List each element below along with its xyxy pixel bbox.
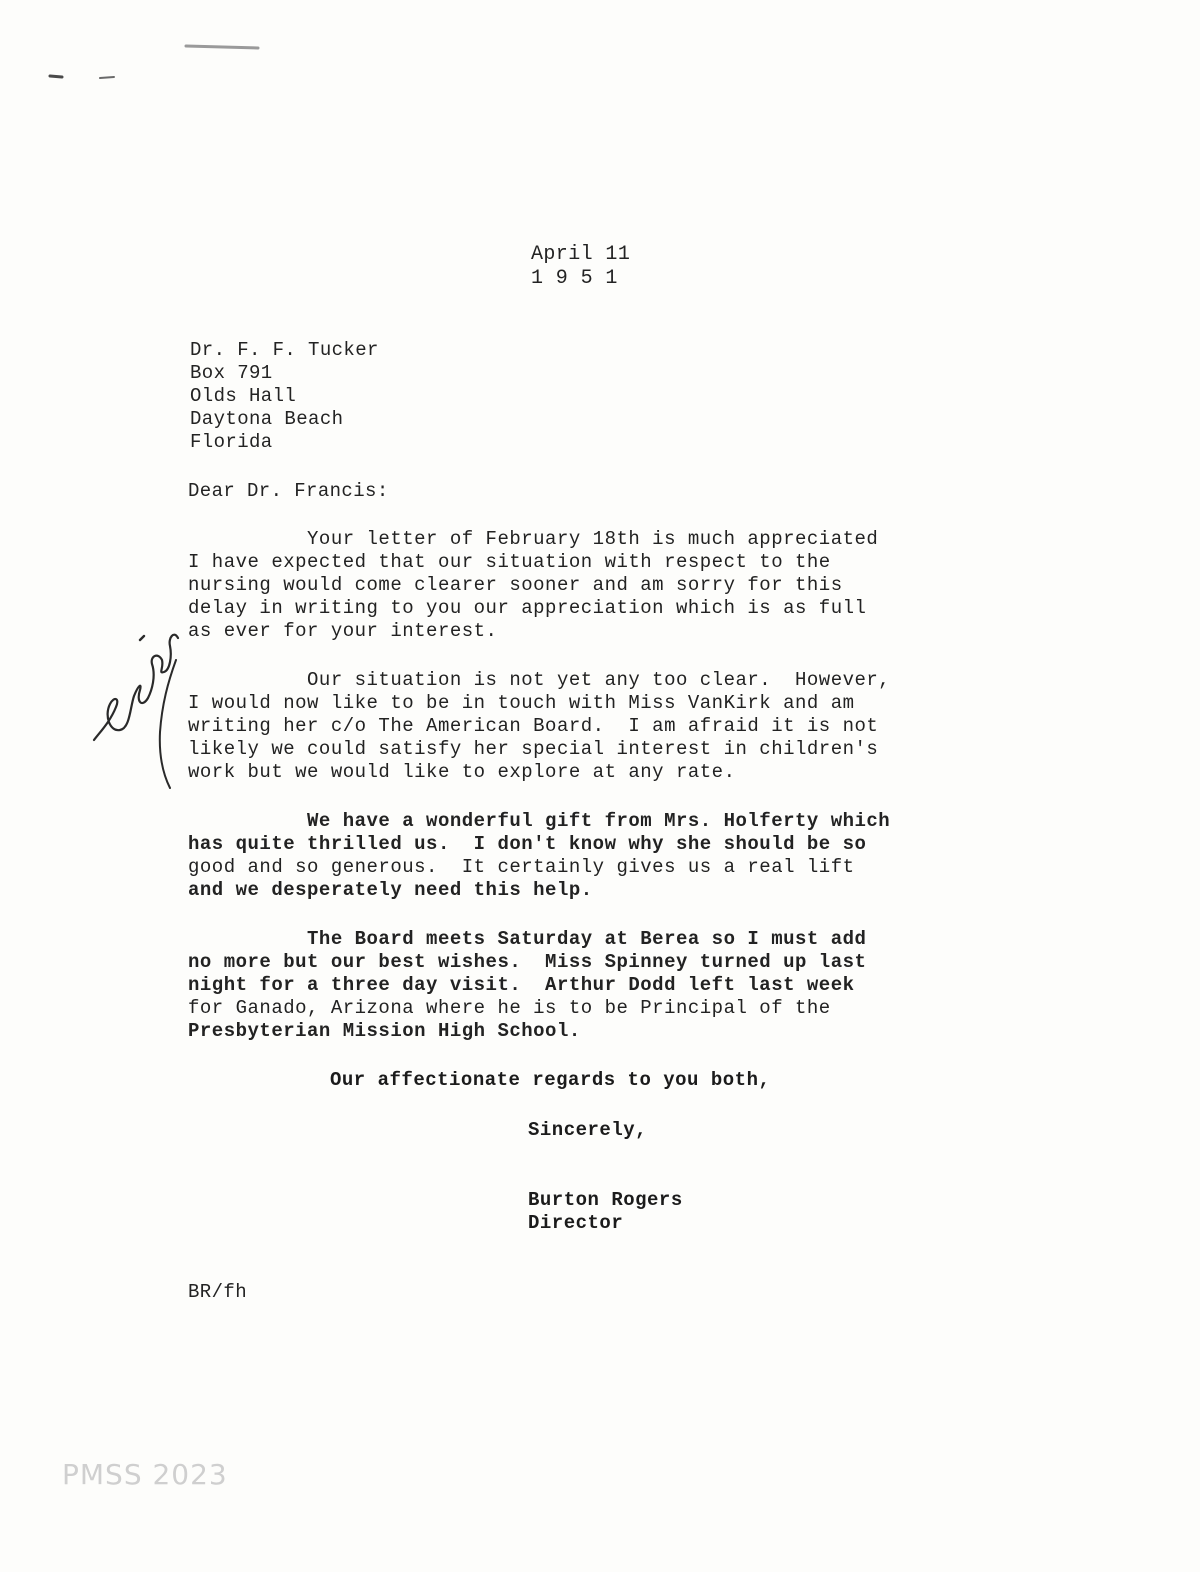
paragraph-3 (188, 810, 1088, 902)
paragraph-3-line: good and so generous. It certainly gives us a real lift (188, 856, 855, 878)
paragraph-1-line: delay in writing to you our appreciation which is as full (188, 597, 867, 619)
paragraph-2-line: work but we would like to explore at any rate. (188, 761, 736, 783)
paragraph-2-line: I would now like to be in touch with Miss VanKirk and am (188, 692, 855, 714)
paragraph-4 (188, 928, 1088, 1043)
paragraph-3-line: has quite thrilled us. I don't know why she should be so (188, 833, 867, 855)
paragraph-1 (188, 528, 1088, 643)
typist-initials: BR/fh (188, 1281, 248, 1303)
paragraph-2-line: writing her c/o The American Board. I am afraid it is not (188, 715, 879, 737)
handwritten-margin-note (80, 612, 190, 802)
date-year: 1 9 5 1 (531, 267, 618, 290)
paragraph-1-line: Your letter of February 18th is much appreciated (188, 528, 879, 550)
paragraph-2 (188, 669, 1088, 784)
paragraph-1-line: nursing would come clearer sooner and am sorry for this (188, 574, 843, 596)
valediction: Sincerely, (528, 1119, 648, 1141)
recipient-building: Olds Hall (190, 385, 297, 407)
salutation: Dear Dr. Francis: (188, 480, 389, 502)
paragraph-4-line: The Board meets Saturday at Berea so I must add (188, 928, 867, 950)
paragraph-3-line: We have a wonderful gift from Mrs. Holferty which (188, 810, 891, 832)
paragraph-4-line: no more but our best wishes. Miss Spinney turned up last (188, 951, 867, 973)
signer-title: Director (528, 1212, 624, 1234)
paragraph-1-line: as ever for your interest. (188, 620, 498, 642)
recipient-name: Dr. F. F. Tucker (190, 339, 379, 361)
recipient-box: Box 791 (190, 362, 273, 384)
paper-marks (0, 0, 1200, 200)
archive-watermark: PMSS 2023 (62, 1458, 228, 1491)
paragraph-2-line: Our situation is not yet any too clear. However, (188, 669, 891, 691)
date-month-day: April 11 (531, 243, 631, 266)
recipient-city: Daytona Beach (190, 408, 344, 430)
paragraph-4-line: Presbyterian Mission High School. (188, 1020, 581, 1042)
paragraph-4-line: night for a three day visit. Arthur Dodd left last week (188, 974, 855, 996)
signer-name: Burton Rogers (528, 1189, 683, 1211)
paragraph-2-line: likely we could satisfy her special interest in children's (188, 738, 879, 760)
paragraph-4-line: for Ganado, Arizona where he is to be Principal of the (188, 997, 831, 1019)
recipient-state: Florida (190, 431, 273, 453)
closing-line: Our affectionate regards to you both, (330, 1069, 771, 1091)
paragraph-1-line: I have expected that our situation with respect to the (188, 551, 831, 573)
paragraph-3-line: and we desperately need this help. (188, 879, 593, 901)
